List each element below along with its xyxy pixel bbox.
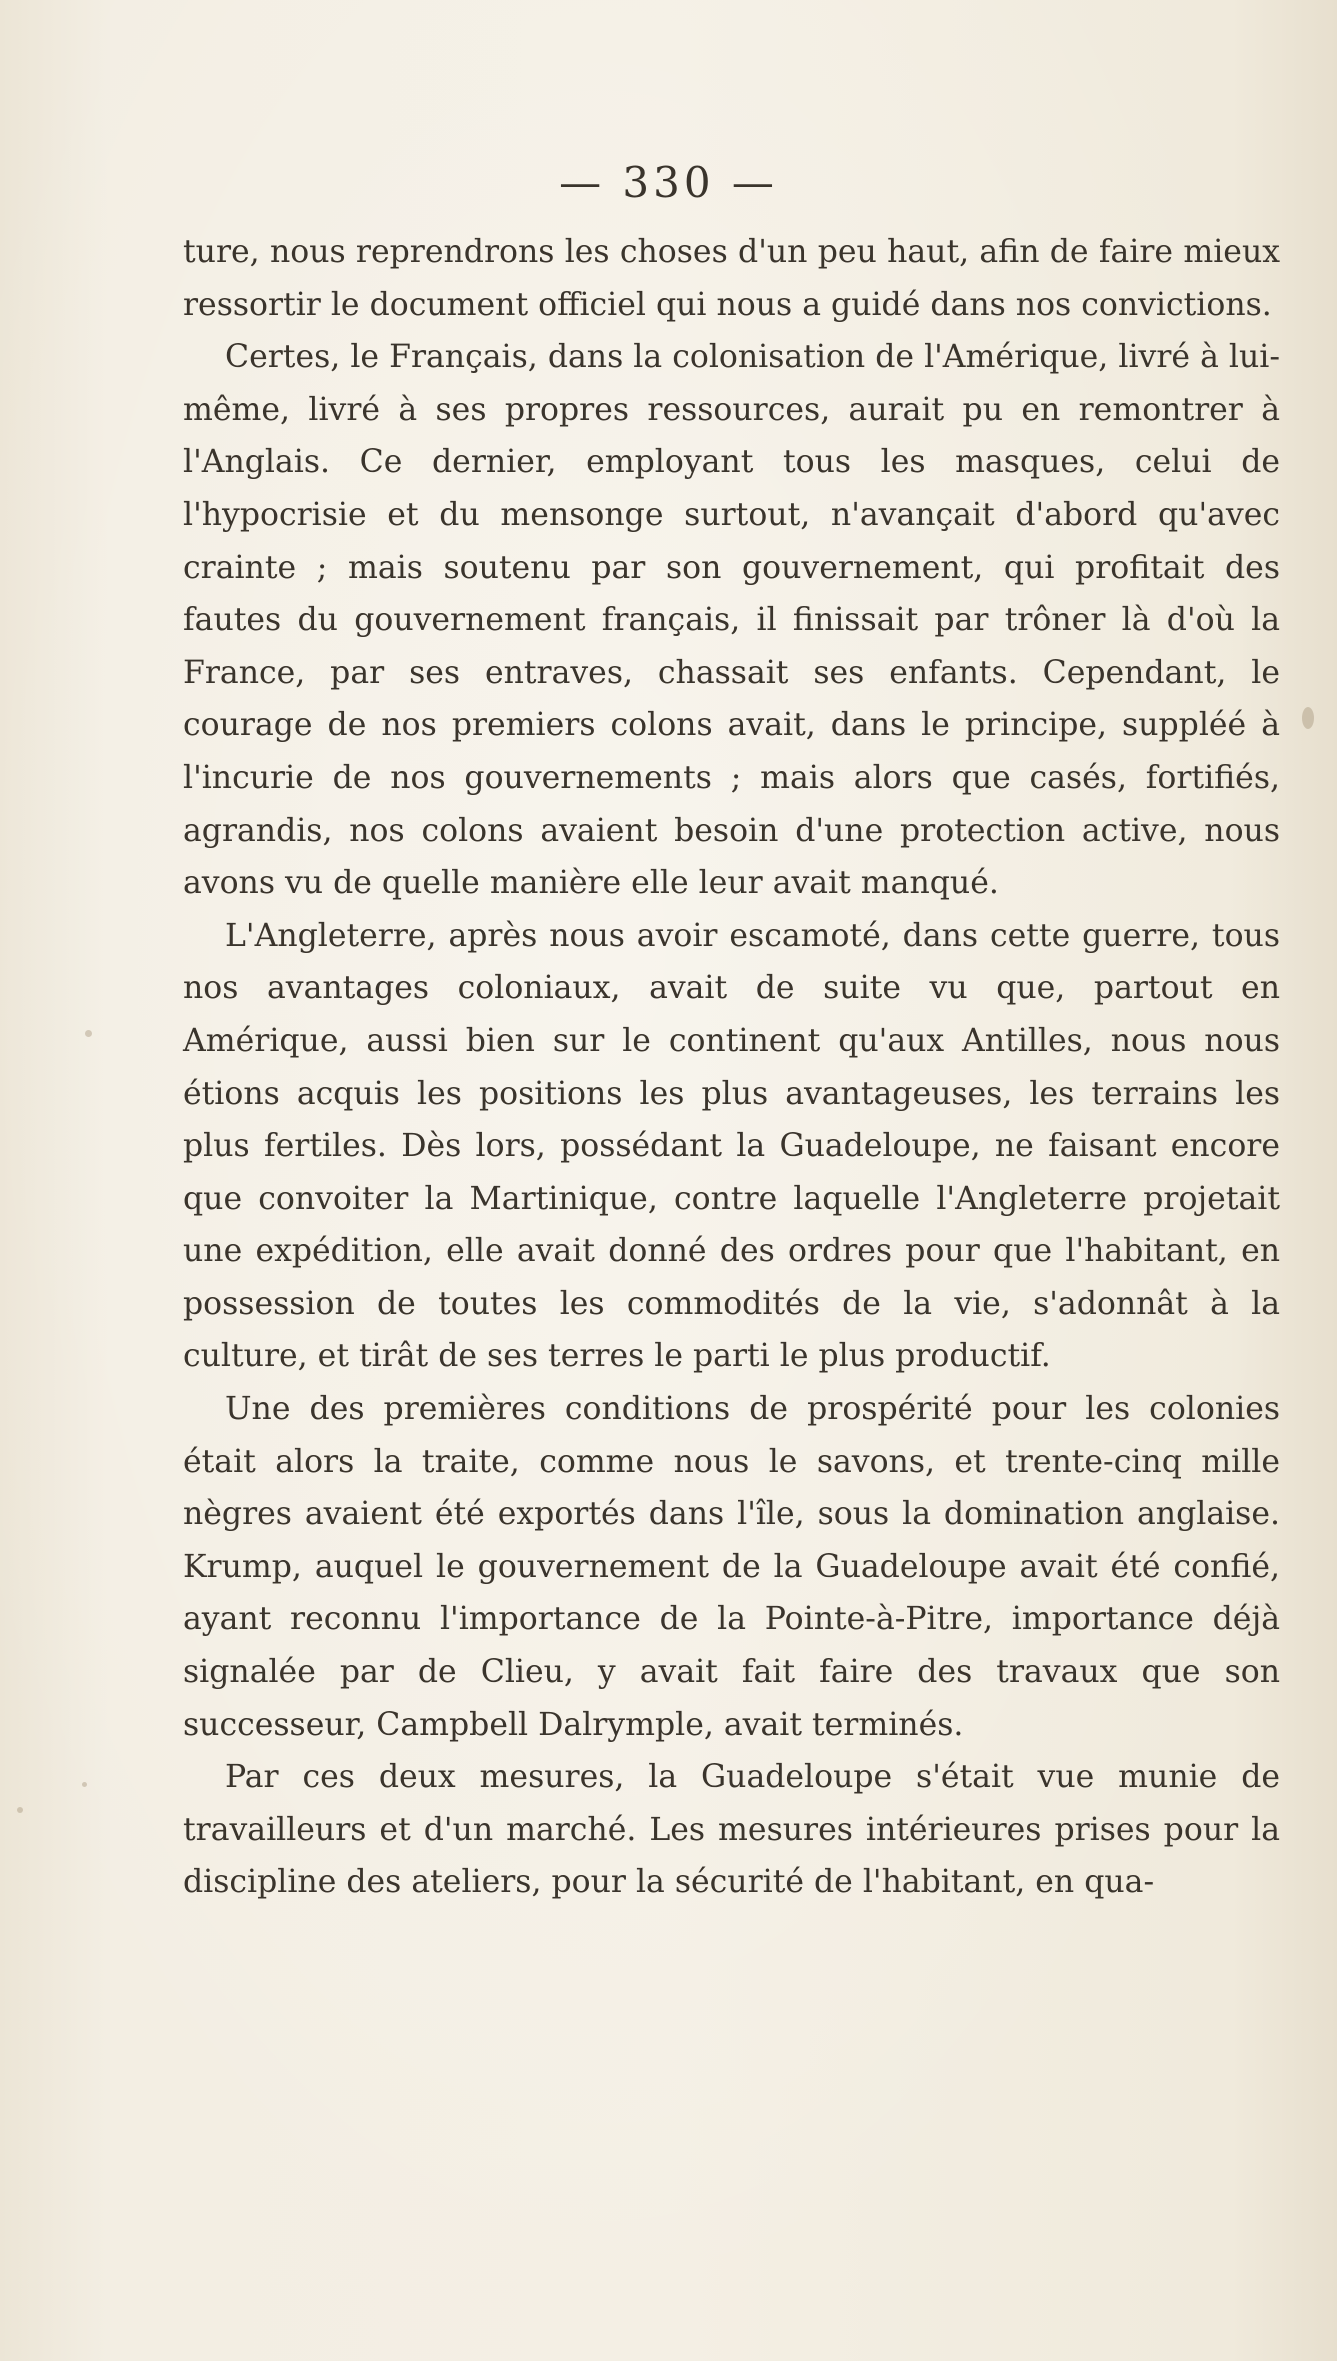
paragraph: Certes, le Français, dans la colonisation de l'Amérique, livré à lui-même, livré à ses propres ressources, aurait pu en remontrer à l'Anglais. Ce dernier, employant tous les masques, celui de l'hypocrisie et du mensonge surtout, n'avançait d'abord qu'avec crainte ; mais soutenu par son gouvernement, qui profitait des fautes du gouvernement français, il finissait par trôner là d'où la France, par ses entraves, chassait ses enfants. Cependant, le courage de nos premiers colons avait, dans le principe, suppléé à l'incurie de nos gouvernements ; mais alors que casés, fortifiés, agrandis, nos colons avaient besoin d'une protection active, nous avons vu de quelle manière elle leur avait manqué. <box>183 339 1280 902</box>
paper-stain <box>82 1782 87 1787</box>
paper-stain <box>17 1807 23 1813</box>
paragraph: ture, nous reprendrons les choses d'un peu haut, afin de faire mieux ressortir le document officiel qui nous a guidé dans nos convictions. <box>183 234 1280 323</box>
page-number: — 330 — <box>559 158 778 207</box>
body-text <box>183 226 1280 1909</box>
paragraph: Une des premières conditions de prospérité pour les colonies était alors la traite, comme nous le savons, et trente-cinq mille nègres avaient été exportés dans l'île, sous la domination anglaise. Krump, auquel le gouvernement de la Guadeloupe avait été confié, ayant reconnu l'importance de la Pointe-à-Pitre, importance déjà signalée par de Clieu, y avait fait faire des travaux que son successeur, Campbell Dalrymple, avait terminés. <box>183 1391 1280 1743</box>
paper-stain <box>1302 707 1314 729</box>
paragraph: L'Angleterre, après nous avoir escamoté, dans cette guerre, tous nos avantages coloniaux, avait de suite vu que, partout en Amérique, aussi bien sur le continent qu'aux Antilles, nous nous étions acquis les positions les plus avantageuses, les terrains les plus fertiles. Dès lors, possédant la Guadeloupe, ne faisant encore que convoiter la Martinique, contre laquelle l'Angleterre projetait une expédition, elle avait donné des ordres pour que l'habitant, en possession de toutes les commodités de la vie, s'adonnât à la culture, et tirât de ses terres le parti le plus productif. <box>183 917 1280 1375</box>
paragraph: Par ces deux mesures, la Guadeloupe s'était vue munie de travailleurs et d'un marché. Les mesures intérieures prises pour la discipline des ateliers, pour la sécurité de l'habitant, en qua- <box>183 1759 1280 1901</box>
paper-stain <box>85 1030 92 1037</box>
